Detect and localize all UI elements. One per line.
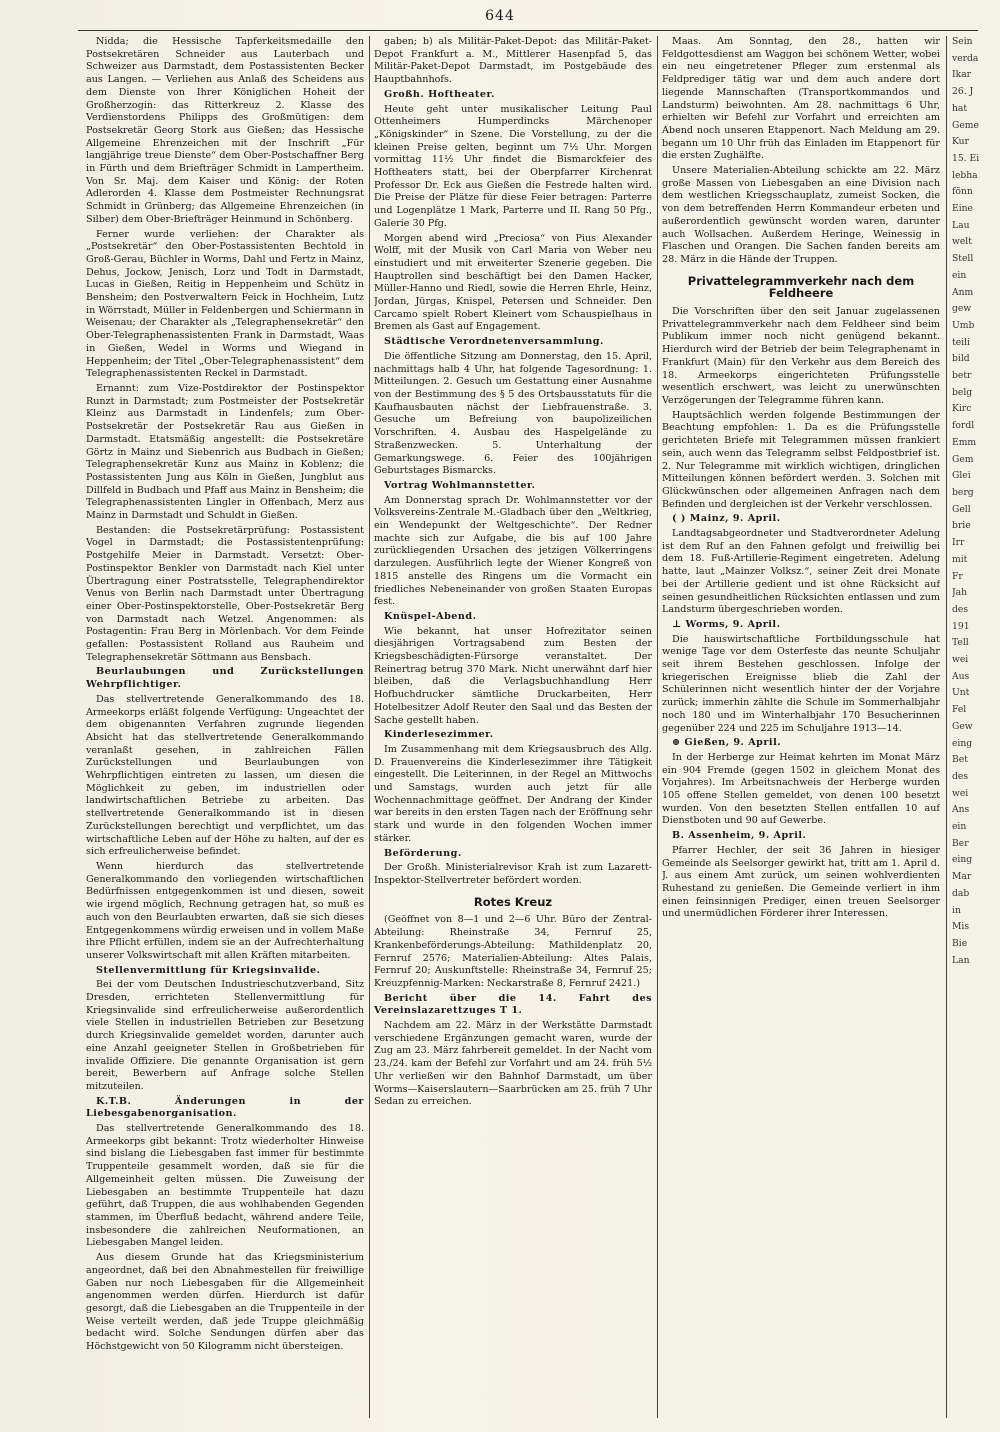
article-headline: K.T.B. Änderungen in der Liebesgabenorganisation. [86,1095,364,1120]
column-rule [657,36,658,1418]
article-headline: B. Assenheim, 9. April. [672,830,807,842]
article-paragraph: Maas. Am Sonntag, den 28., hatten wir Feldgottesdienst am Waggon bei schönem Wetter, wobei ein neu eingetretener Pfleger zum erstenmal als Feldprediger tätig war und dem auch andere dort liegende Mannschaften (Transportkommandos und Landsturm) beiwohnten. Am 28. nachmittags 6 Uhr, erhielten wir Befehl zur Vorfahrt und erreichten am Abend noch unseren Etappenort. Nach Meldung am 29. begann um 10 Uhr früh das Einladen im Etappenort für die ersten Zughälfte. [662,36,940,162]
article-paragraph: Stell [952,253,974,265]
article-paragraph: 26. J [952,86,974,98]
article-paragraph: Emm [952,436,977,448]
article-paragraph: Im Zusammenhang mit dem Kriegsausbruch des Allg. D. Frauenvereins die Kinderlesezimmer ihre Tätigkeit eingestellt. Die Leiterinnen, in der Regel an Mittwochs und Samstags, wurden auch jetzt für alle Wochennachmittage geöffnet. Der Andrang der Kinder war bereits in den ersten Tagen nach der Eröffnung sehr stark und wurde in den folgenden Wochen immer stärker. [374,743,652,844]
article-paragraph: Ernannt: zum Vize-Postdirektor der Postinspektor Runzt in Darmstadt; zum Postmeister der Postsekretär Kleinz aus Darmstadt in Lindenfels; zum Ober-Postsekretär der Postsekretär Rau aus Gießen in Darmstadt. Etatsmäßig angestellt: die Postsekretäre Görtz in Mainz und Siebenrich aus Budbach in Gießen; Telegraphensekretär Kunz aus Mainz in Koblenz; die Postassistenten Jung aus Köln in Gießen, Jungblut aus Dillfeld in Budbach und Pfaff aus Mainz in Bensheim; die Telegraphenassistenten Lingler in Offenbach, Merz aus Mainz in Darmstadt und Schuldt in Gießen. [86,382,364,522]
article-paragraph: Unt [952,687,970,699]
article-headline: Knüspel-Abend. [384,610,477,622]
article-headline: ⊥ Worms, 9. April. [672,618,781,630]
article-paragraph: Ferner wurde verliehen: der Charakter als „Postsekretär“ den Ober-Postassistenten Bechtold in Groß-Gerau, Büchler in Worms, Dahl und Fertz in Mainz, Dehus, Jockow, Jenisch, Lorz und Todt in Darmstadt, Lucas in Gießen, Reitig in Heppenheim und Schütz in Bensheim; den Postverwaltern Feick in Hochheim, Lutz in Wörrstadt, Müller in Feldenbergen und Schiermann in Weisenau; der Charakter als „Telegraphensekretär“ den Ober-Telegraphenassistenten Frank in Darmstadt, Waas in Gießen, Wedel in Worms und Wiegand in Heppenheim; der Titel „Ober-Telegraphenassistent“ dem Telegraphenassistenten Reckel in Darmstadt. [86,228,364,380]
article-headline: Beförderung. [384,847,462,859]
article-paragraph: brie [952,520,971,532]
article-paragraph: Anm [952,286,974,298]
column-rule [369,36,370,1418]
article-paragraph: Aus [952,670,970,682]
article-paragraph: teili [952,336,970,348]
section-heading: Privattelegrammverkehr nach dem Feldheere [687,273,915,301]
article-paragraph: Landtagsabgeordneter und Stadtverordneter Adelung ist dem Ruf an den Fahnen gefolgt und freiwillig bei dem 18. Fuß-Artillerie-Regiment eingetreten. Adelung hatte, laut „Mainzer Volksz.“, seiner Zeit drei Monate bei der Artillerie gedient und ist ohne Rücksicht auf seinen gesundheitlichen Rücksichten entlassen und zum Landsturm übergeschrieben worden. [662,528,940,616]
column-4-cropped [952,36,1000,1422]
article-headline: Vortrag Wohlmannstetter. [384,479,536,491]
article-paragraph: wei [952,654,969,666]
article-paragraph: Ber [952,837,969,849]
article-paragraph: hat [952,102,968,114]
article-paragraph: betr [952,370,972,382]
article-paragraph: Die öffentliche Sitzung am Donnerstag, den 15. April, nachmittags halb 4 Uhr, hat folgende Tagesordnung: 1. Mitteilungen. 2. Gesuch um Gestattung einer Ausnahme von der Bestimmung des § 5 des Ortsbausstatuts für die Kaufhausbauten nächst der Liebfrauenstraße. 3. Gesuche um Befreiung von baupolizeilichen Vorschriften. 4. Ausbau des Haspelgelände zu Straßenzwecken. 5. Unterhaltung der Gemarkungswege. 6. Feier des 100jährigen Geburtstages Bismarcks. [374,350,652,477]
article-paragraph: Bet [952,754,968,766]
article-paragraph: Wie bekannt, hat unser Hofrezitator seinen diesjährigen Vortragsabend zum Besten der Kriegsbeschädigten-Fürsorge veranstaltet. Der Reinertrag betrug 370 Mark. Nicht unerwähnt darf hier bleiben, daß die Verlagsbuchhandlung Herr Hofbuchdrucker sämtliche Druckarbeiten, Herr Hotelbesitzer Adolf Reuter den Saal und das Besten der Sache gestellt haben. [374,625,652,726]
article-paragraph: Ans [952,804,970,816]
article-paragraph: fönn [952,186,973,198]
article-paragraph: Bie [952,937,968,949]
article-paragraph: Die hauswirtschaftliche Fortbildungsschule hat wenige Tage vor dem Osterfeste das neunte Schuljahr seit ihrem Bestehen geschlossen. Infolge der kriegerischen Ereignisse blieb die Zahl der Schülerinnen nicht wesentlich hinter der der Vorjahre zurück; immerhin zählte die Schule im Sommerhalbjahr noch 180 und im Winterhalbjahr 170 Besucherinnen gegenüber 224 und 225 im Schuljahre 1913—14. [662,633,940,734]
article-paragraph: des [952,770,969,782]
article-paragraph: Irr [952,537,965,549]
article-paragraph: Ikar [952,69,972,81]
article-paragraph: Das stellvertretende Generalkommando des 18. Armeekorps erläßt folgende Verfügung: Ungeachtet der dem obigenannten Verfahren zugrunde liegenden Absicht hat das stellvertretende Generalkommando veranlaßt gesehen, in zahlreichen Fällen Zurückstellungen und Beurlaubungen von Wehrpflichtigen eintreten zu lassen, um diesen die Möglichkeit zu geben, im industriellen oder landwirtschaftlichen Betriebe zu arbeiten. Das stellvertretende Generalkommando ist in diesen Zurückstellungen berechtigt und verpflichtet, um das wirtschaftliche Leben auf der Höhe zu halten, auf der es sich erfreulicherweise befindet. [86,693,364,858]
article-paragraph: Sein [952,36,973,47]
header-rule [78,30,978,31]
section-heading: Rotes Kreuz [473,894,553,909]
article-paragraph: gew [952,303,972,315]
article-paragraph: Die Vorschriften über den seit Januar zugelassenen Privattelegrammverkehr nach dem Feldheer sind beim Publikum immer noch nicht genügend bekannt. Hierdurch wird der Betrieb der beim Telegraphenamt in Frankfurt (Main) für den Verkehr aus dem Bereich des 18. Armeekorps eingerichteten Prüfungsstelle wesentlich erschwert, was leicht zu unerwünschten Verzögerungen der Telegramme führen kann. [662,306,940,406]
article-headline: Beurlaubungen und Zurückstellungen Wehrpflichtiger. [86,666,364,691]
article-paragraph: Gew [952,720,973,732]
article-paragraph: Der Großh. Ministerialrevisor Krah ist zum Lazarett-Inspektor-Stellvertreter befördert worden. [374,862,652,886]
column-1 [86,36,364,1422]
article-paragraph: Gem [952,453,974,465]
article-paragraph: Heute geht unter musikalischer Leitung Paul Ottenheimers Humperdincks Märchenoper „Königskinder“ in Szene. Die Vorstellung, zu der die kleinen Preise gelten, beginnt um 7½ Uhr. Morgen vormittag 11½ Uhr findet die Bismarckfeier des Hoftheaters statt, bei der Oberpfarrer Kirchenrat Professor Dr. Eck aus Gießen die Festrede halten wird. Die Preise der Plätze für diese Feier betragen: Parterre und Logenplätze 1 Mark, Parterre und II. Rang 50 Pfg., Galerie 30 Pfg. [374,103,652,229]
article-paragraph: In der Herberge zur Heimat kehrten im Monat März ein 904 Fremde (gegen 1502 in gleichem Monat des Vorjahres). Im Arbeitsnachweis der Herberge wurden 105 offene Stellen gemeldet, von denen 100 besetzt wurden. Von den besetzten Stellen entfallen 10 auf Dienstboten und 90 auf Gewerbe. [662,751,940,827]
article-paragraph: verda [952,52,979,64]
article-paragraph: eing [952,854,973,866]
column-3 [662,36,940,1422]
article-paragraph: Bestanden: die Postsekretärprüfung: Postassistent Vogel in Darmstadt; die Postassistentenprüfung: Postgehilfe Meier in Darmstadt. Versetzt: Ober-Postinspektor Benkler von Darmstadt nach Kiel unter Übertragung einer Postratsstelle, Telegraphendirektor Venus von Berlin nach Darmstadt unter Übertragung einer Ober-Postinspektorstelle, Ober-Postsekretär Berg von Darmstadt nach Wetzel. Angenommen: als Postagentin: Frau Berg in Mörlenbach. Vor dem Feinde gefallen: Postassistent Rolland aus Rauheim und Telegraphensekretär Söttmann aus Bensbach. [86,524,364,663]
article-headline: ( ) Mainz, 9. April. [672,513,781,525]
article-paragraph: Mar [952,871,972,883]
article-headline: Großh. Hoftheater. [384,88,495,100]
column-2 [374,36,652,1422]
article-paragraph: Mis [952,921,970,933]
article-headline: Kinderlesezimmer. [384,729,494,741]
article-paragraph: Lau [952,219,970,231]
article-paragraph: gaben; b) als Militär-Paket-Depot: das Militär-Paket-Depot Frankfurt a. M., Mittlerer Hasenpfad 5, das Militär-Paket-Depot Darmstadt, im Postgebäude des Hauptbahnhofs. [374,36,652,86]
article-paragraph: Fel [952,704,967,716]
article-paragraph: Geme [952,119,979,131]
article-paragraph: Bei der vom Deutschen Industrieschutzverband, Sitz Dresden, errichteten Stellenvermittlung für Kriegsinvalide sind erfreulicherweise außerordentlich viele Stellen in industriellen Betrieben zur Besetzung durch Kriegsinvalide gemeldet worden, darunter auch eine Anzahl geeigneter Stellen in Großbetrieben für invalide Offiziere. Die genannte Organisation ist gern bereit, Bewerbern auf Anfrage solche Stellen mitzuteilen. [86,979,364,1092]
article-paragraph: welt [952,236,972,248]
article-paragraph: ein [952,821,967,833]
article-headline: ⊕ Gießen, 9. April. [672,737,782,749]
article-paragraph: bild [952,353,970,365]
article-paragraph: Kirc [952,403,972,415]
page-number: 644 [485,8,515,24]
article-paragraph: wei [952,787,969,799]
article-headline: Städtische Verordnetenversammlung. [384,336,604,348]
article-paragraph: Wenn hierdurch das stellvertretende Generalkommando den vorliegenden wirtschaftlichen Bedürfnissen entgegenkommen ist und diesen, soweit wie irgend möglich, Rechnung getragen hat, so muß es auch von den Beurlaubten erwarten, daß sie sich dieses Entgegenkommens würdig erweisen und in vollem Maße ihre Pflicht erfüllen, indem sie an der Aufrechterhaltung unserer Volkswirtschaft mit allen Kräften mitarbeiten. [86,861,364,961]
article-paragraph: mit [952,553,968,565]
article-paragraph: Unsere Materialien-Abteilung schickte am 22. März große Massen von Liebesgaben an eine Division nach dem westlichen Kriegsschauplatz, zumeist Socken, die von dem betreffenden Herrn Kommandeur erbeten und außerordentlich gewünscht worden waren, darunter auch Wollsachen. Außerdem Heringe, Weinessig in Flaschen und Orangen. Die Sachen fanden bereits am 28. März in die Hände der Truppen. [662,165,940,265]
article-paragraph: Nachdem am 22. März in der Werkstätte Darmstadt verschiedene Ergänzungen gemacht waren, wurde der Zug am 23. März fahrbereit gemeldet. In der Nacht vom 23./24. kam der Befehl zur Vorfahrt und am 24. früh 5½ Uhr verließen wir den Bahnhof Darmstadt, um über Worms—Kaiserslautern—Saarbrücken am 25. früh 7 Uhr Sedan zu erreichen. [374,1020,652,1108]
article-paragraph: eing [952,737,973,749]
article-paragraph: Fr [952,570,963,582]
article-paragraph: Lan [952,954,970,966]
article-paragraph: Hauptsächlich werden folgende Bestimmungen der Beachtung empfohlen: 1. Da es die Prüfungsstelle gerichteten Briefe mit Telegrammen müssen frankiert sein, auch wenn das Telegramm selbst Feldpostbrief ist. 2. Nur Telegramme mit wirklich wichtigen, dringlichen Mitteilungen können befördert werden. 3. Solchen mit Glückwünschen oder allgemeinen Anfragen nach dem Befinden und dergleichen ist der Verkehr verschlossen. [662,409,940,510]
article-headline: Bericht über die 14. Fahrt des Vereinslazarettzuges T 1. [374,992,652,1017]
article-paragraph: Morgen abend wird „Preciosa“ von Pius Alexander Wolff, mit der Musik von Carl Maria von Weber neu einstudiert und mit erweiterter Szenerie gegeben. Die Hauptrollen sind beschäftigt bei den Damen Hacker, Müller-Hanno und Riedl, sowie die Herren Ehrle, Heinz, Jordan, Jürgas, Knispel, Petersen und Schneider. Den Carcamo spielt Robert Kleinert vom Schauspielhaus in Bremen als Gast auf Engagement. [374,232,652,333]
article-paragraph: des [952,603,969,615]
article-paragraph: lebha [952,169,978,181]
article-headline: Stellenvermittlung für Kriegsinvalide. [96,964,321,976]
article-paragraph: fordl [952,420,975,432]
article-paragraph: Das stellvertretende Generalkommando des 18. Armeekorps gibt bekannt: Trotz wiederholter Hinweise sind bislang die Liebesgaben fast immer für bestimmte Truppenteile gesammelt worden, daß sie für die Allgemeinheit gelten müssen. Die Zuweisung der Liebesgaben an bestimmte Truppenteile hat dazu geführt, daß Truppen, die aus wohlhabenden Gegenden stammen, im Überfluß bedacht, während andere Teile, insbesondere die zahlreichen Neuformationen, an Liebesgaben Mangel leiden. [86,1123,364,1249]
article-paragraph: Gell [952,503,971,515]
article-paragraph: Kur [952,136,969,148]
article-paragraph: Eine [952,203,973,215]
article-paragraph: in [952,904,961,916]
article-paragraph: 15. Ei [952,152,980,164]
column-rule [946,36,947,1418]
article-paragraph: (Geöffnet von 8—1 und 2—6 Uhr. Büro der Zentral-Abteilung: Rheinstraße 34, Fernruf 25, Krankenbeförderungs-Abteilung: Mathildenplatz 20, Fernruf 2576; Materialien-Abteilung: Altes Palais, Fernruf 20; Auskunftstelle: Rheinstraße 34, Fernruf 25; Kreuzpfennig-Marken: Neckarstraße 8, Fernruf 2421.) [374,914,652,989]
article-paragraph: ein [952,269,967,281]
article-paragraph: Pfarrer Hechler, der seit 36 Jahren in hiesiger Gemeinde als Seelsorger gewirkt hat, tritt am 1. April d. J. aus einem Amt zurück, um seinen wohlverdienten Ruhestand zu genießen. Die Gemeinde verliert in ihm einen feinsinnigen Prediger, einen treuen Seelsorger und unermüdlichen Förderer ihrer Interessen. [662,844,940,920]
article-paragraph: Umb [952,319,975,331]
article-paragraph: Am Donnerstag sprach Dr. Wohlmannstetter vor der Volksvereins-Zentrale M.-Gladbach über den „Weltkrieg, ein Wendepunkt der Weltgeschichte“. Der Redner machte sich zur Aufgabe, die bis auf 100 Jahre zurückliegenden Ursachen des jetzigen Völkerringens darzulegen. Ausführlich legte der Wiener Kongreß von 1815 anstelle des Ringens um die Vormacht ein friedliches Nebeneinander von großen Staaten Europas fest. [374,494,652,608]
article-paragraph: dab [952,887,970,899]
article-paragraph: Nidda; die Hessische Tapferkeitsmedaille den Postsekretären Schneider aus Lauterbach und Schweizer aus Darmstadt, dem Postassistenten Becker aus Langen. — Verliehen aus Anlaß des Scheidens aus dem Dienste von Ihrer Königlichen Hoheit der Großherzogin: das Ritterkreuz 2. Klasse des Verdienstordens Philipps des Großmütigen: dem Postsekretär Georg Stork aus Gießen; das Hessische Allgemeine Ehrenzeichen mit der Inschrift „Für langjährige treue Dienste“ dem Ober-Postschaffner Berg in Fürth und dem Briefträger Schmidt in Lampertheim. Von Sr. Maj. dem Kaiser und König: der Roten Adlerorden 4. Klasse dem Postmeister Rechnungsrat Schmidt in Grünberg; das Allgemeine Ehrenzeichen (in Silber) dem Ober-Briefträger Heinmund in Schönberg. [86,36,364,225]
article-paragraph: berg [952,486,974,498]
article-paragraph: Tell [952,637,969,649]
article-paragraph: Jah [952,587,968,599]
article-paragraph: belg [952,386,973,398]
article-paragraph: 191 [952,620,970,632]
article-paragraph: Glei [952,470,971,482]
article-paragraph: Aus diesem Grunde hat das Kriegsministerium angeordnet, daß bei den Abnahmestellen für freiwillige Gaben nur noch Liebesgaben für die Allgemeinheit angenommen werden dürfen. Hierdurch ist dafür gesorgt, daß die Liebesgaben an die Truppenteile in der Weise verteilt werden, daß jede Truppe gleichmäßig bedacht wird. Solche Sendungen dürfen aber das Höchstgewicht von 50 Kilogramm nicht übersteigen. [86,1252,364,1353]
